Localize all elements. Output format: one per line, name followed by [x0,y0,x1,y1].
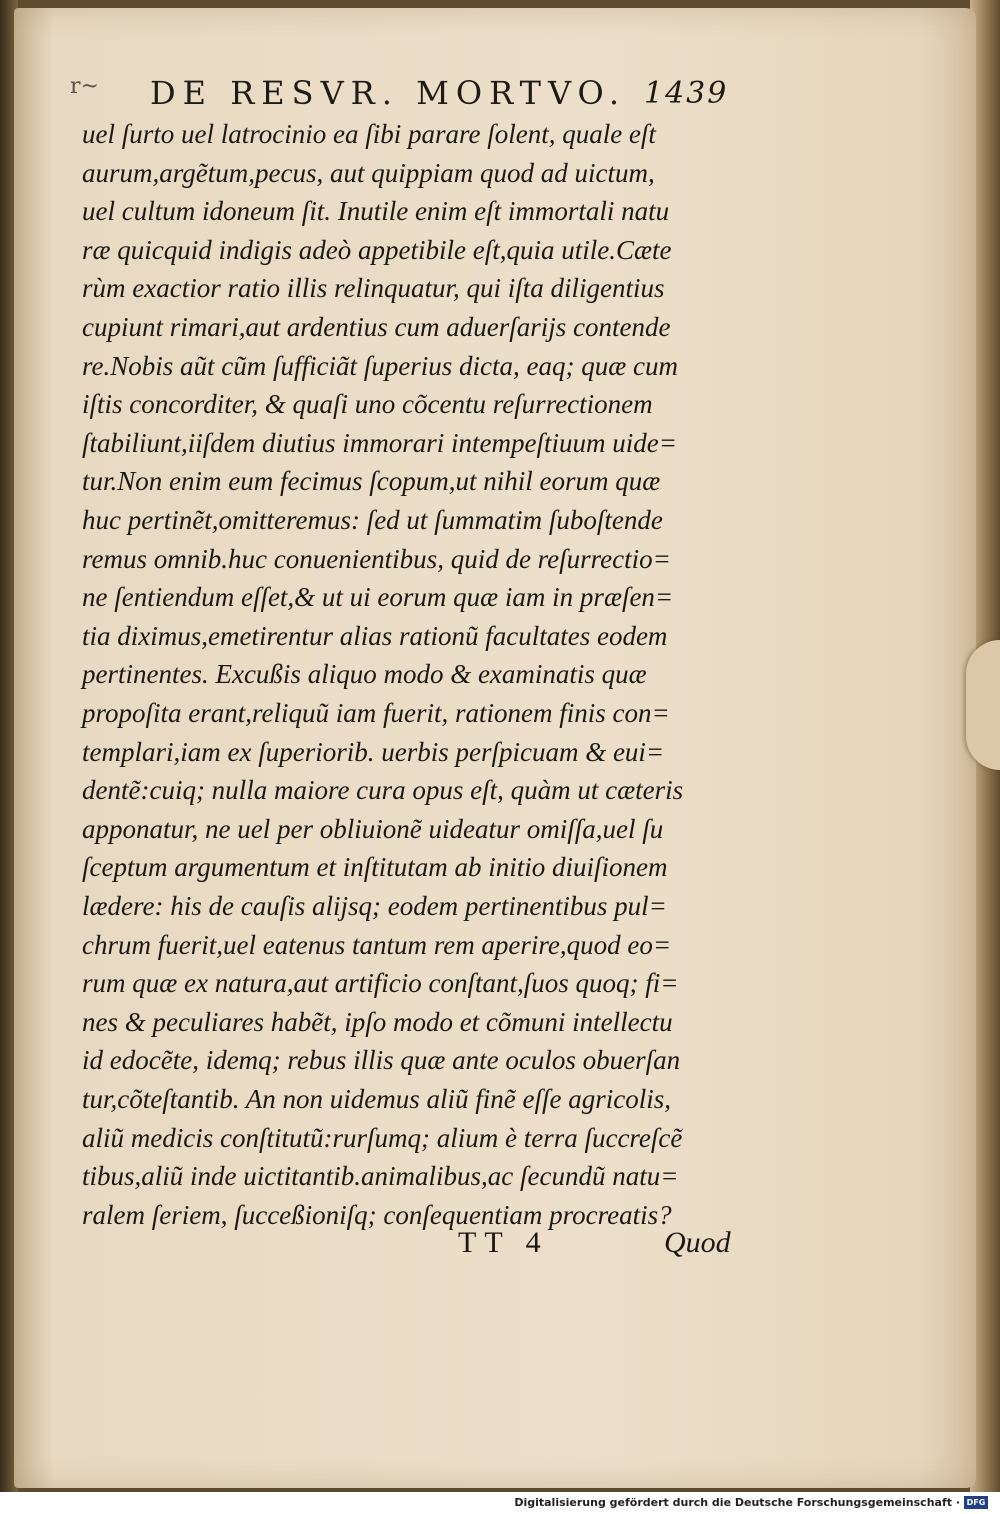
text-line: tur.Non enim eum fecimus ſcopum,ut nihil eorum quæ [82,466,661,497]
text-line: tibus,aliũ inde uictitantib.animalibus,ac ſecundũ natu= [82,1161,679,1192]
page-tab-notch [966,640,1000,770]
text-line: aliũ medicis conſtitutũ:rurſumq; alium è terra ſuccreſcẽ [82,1122,683,1153]
dfg-logo: DFG [964,1496,988,1509]
text-line: rùm exactior ratio illis relinquatur, qui iſta diligentius [82,273,665,304]
text-line: pertinentes. Excußis aliquo modo & examinatis quæ [82,659,647,690]
text-line: rum quæ ex natura,aut artificio conſtant,ſuos quoq; fi= [82,968,679,999]
text-line: remus omnib.huc conuenientibus, quid de reſurrectio= [82,543,671,574]
text-line: chrum fuerit,uel eatenus tantum rem aperire,quod eo= [82,929,672,960]
text-line: uel cultum idoneum ſit. Inutile enim eſt immortali natu [82,196,670,227]
text-line: lædere: his de cauſis alijsq; eodem pertinentibus pul= [82,891,667,921]
banner-text: Digitalisierung gefördert durch die Deutsche Forschungsgemeinschaft · [514,1496,960,1509]
text-line: uel ſurto uel latrocinio ea ſibi parare ſolent, quale eſt [82,119,656,149]
text-line: cupiunt rimari,aut ardentius cum aduerſarijs contende [82,312,671,342]
text-line: id edocẽte, idemq; rebus illis quæ ante oculos obuerſan [82,1045,681,1076]
text-line: iſtis concorditer, & quaſi uno cõcentu reſurrectionem [82,389,653,420]
text-line: ralem ſeriem, ſucceßioniſq; conſequentiam procreatis? [82,1199,672,1230]
catchword: Quod [664,1226,731,1259]
text-line: aurum,argẽtum,pecus, aut quippiam quod ad uictum, [82,157,655,188]
header-mark: r~ [70,74,99,99]
text-line: huc pertinẽt,omitteremus: ſed ut ſummatim ſuboſtende [82,505,663,535]
text-line: dentẽ:cuiq; nulla maiore cura opus eſt, quàm ut cæteris [82,775,684,806]
text-line: ræ quicquid indigis adeò appetibile eſt,quia utile.Cæte [82,234,672,265]
running-head: DE RESVR. MORTVO. [150,74,627,112]
page-header [70,74,750,114]
digitization-banner [0,1492,1000,1514]
text-line: templari,iam ex ſuperiorib. uerbis perſpicuam & eui= [82,736,665,767]
page-footer [82,1226,752,1266]
signature-mark: TT 4 [458,1226,549,1259]
text-line: re.Nobis aũt cũm ſufficiãt ſuperius dicta, eaq; quæ cum [82,350,678,381]
text-line: tia diximus,emetirentur alias rationũ facultates eodem [82,620,668,651]
page-number: 1439 [644,76,729,111]
text-line: ne ſentiendum eſſet,& ut ui eorum quæ iam in præſen= [82,582,674,613]
text-line: ſceptum argumentum et inſtitutam ab initio diuiſionem [82,852,668,883]
text-line: nes & peculiares habẽt, ipſo modo et cõmuni intellectu [82,1006,673,1037]
text-line: ſtabiliunt,iiſdem diutius immorari intempeſtiuum uide= [82,427,677,458]
text-line: tur,cõteſtantib. An non uidemus aliũ finẽ eſſe agricolis, [82,1084,671,1114]
text-line: propoſita erant,reliquũ iam fuerit, rationem finis con= [82,698,670,728]
text-line: apponatur, ne uel per obliuionẽ uideatur omiſſa,uel ſu [82,813,664,844]
